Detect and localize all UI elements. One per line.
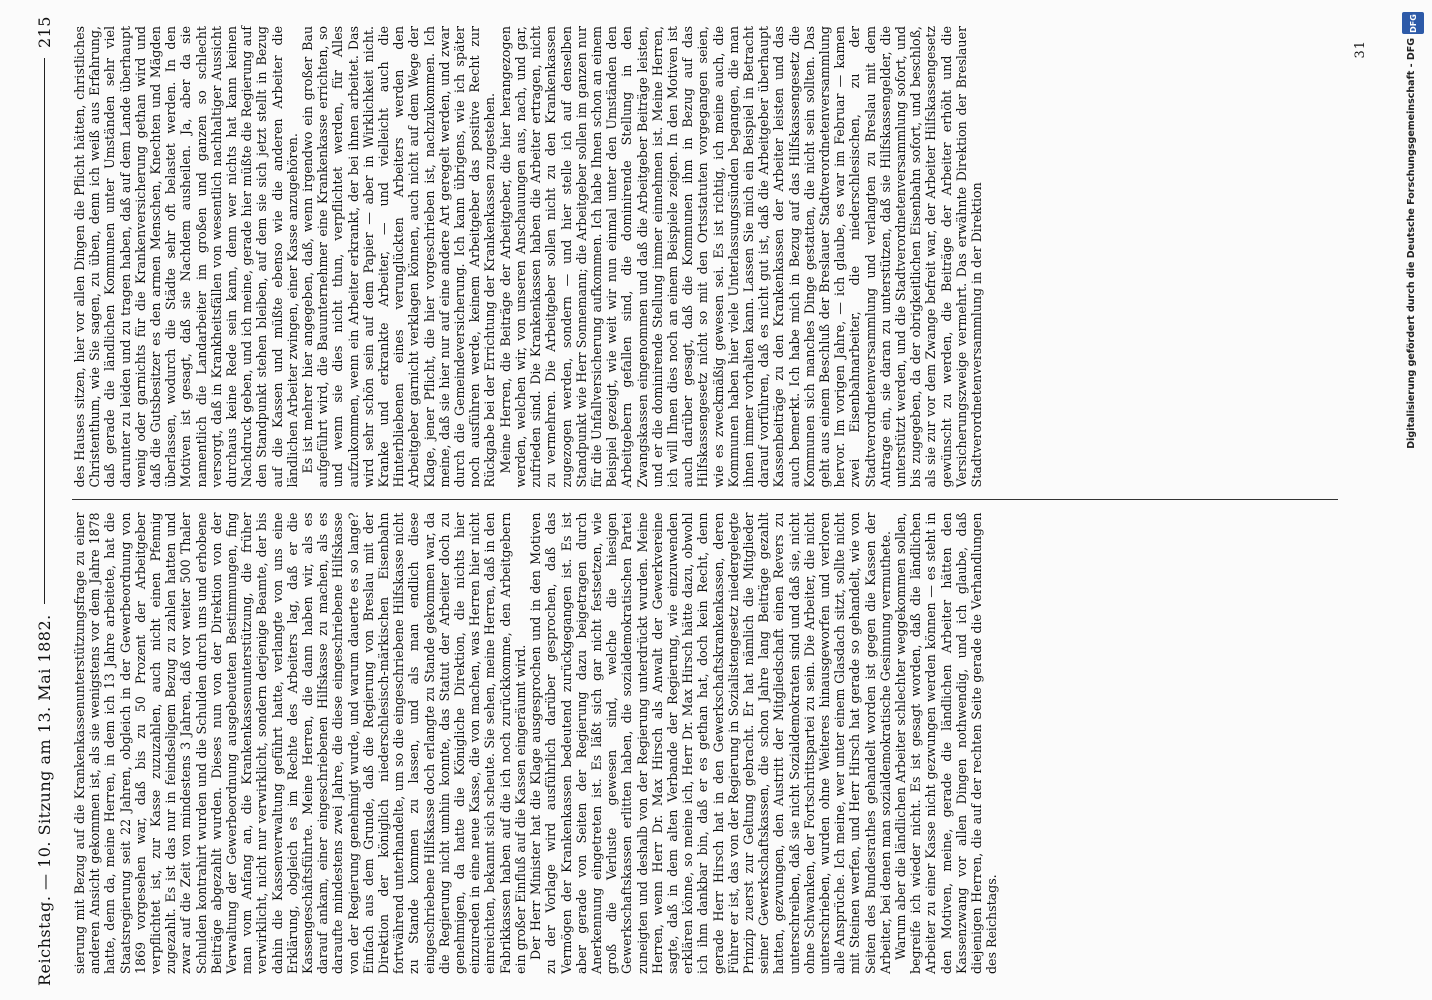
dfg-watermark-text: Digitalisierung gefördert durch die Deutsche Forschungsgemeinschaft - DFG [1406, 38, 1417, 449]
dfg-logo-text: DFG [1408, 13, 1418, 33]
column-divider [72, 500, 1338, 501]
text-columns [72, 14, 1338, 986]
column-left [72, 501, 1338, 987]
running-head [30, 16, 58, 986]
page-number: 215 [34, 16, 54, 49]
signature-mark: 31 [1353, 40, 1368, 59]
paragraph: Der Herr Minister hat die Klage ausgesprochen und in den Motiven zu der Vorlage wird ausführlich darüber gesprochen, daß das Vermögen der Krankenkassen bedeutend zurückgegangen ist. Es ist aber gerade von Seiten der Regierung dazu beigetragen durch Anerkennung eingetreten ist. Es läßt sich gar nicht festsetzen, wie groß die Verluste gewesen sind, welche die hiesigen Gewerkschaftskassen erlitten haben, die sozialdemokratischen Partei zuneigten und deshalb von der Regierung unterdrückt wurden. Meine Herren, wenn Herr Dr. Max Hirsch als Anwalt der Gewerkvereine sagte, daß in dem alten Verbande der Regierung, wie einzuwenden erklären könne, so meine ich, Herr Dr. Max Hirsch hätte dazu, obwohl ich ihm dankbar bin, daß er es gethan hat, doch kein Recht, denn gerade Herr Hirsch hat in den Gewerkschaftskrankenkassen, deren Führer er ist, das von der Regierung in Sozialistengesetz niedergelegte Prinzip zuerst zur Geltung gebracht. Er hat nämlich die Mitglieder seiner Gewerkschaftskassen, die schon Jahre lang Beiträge gezahlt hatten, gezwungen, den Austritt der Mitgliedschaft einen Revers zu unterschreiben, daß sie nicht Sozialdemokraten sind und daß sie, nicht ohne Schwanken, der Fortschrittspartei zu sein. Die Arbeiter, die nicht unterschrieben, wurden ohne Weiteres hinausgeworfen und verloren alle Ansprüche. Ich meine, wer unter einem Glasdach sitzt, sollte nicht mit Steinen werfen, und Herr Hirsch hat gerade so gehandelt, wie von Seiten des Bundesrathes gehandelt worden ist gegen die Kassen der Arbeiter, bei denen man sozialdemokratische Gesinnung vermuthete. [528, 512, 893, 974]
paragraph: des Hauses sitzen, hier vor allen Dingen die Pflicht hätten, christliches Christenthum, wie Sie sagen, zu üben, denn ich weiß aus Erfahrung, daß gerade die ländlichen Kommunen unter Umständen sehr viel darunter zu leiden und zu tragen haben, daß auf dem Lande überhaupt wenig oder garnichts für die Krankenversicherung gethan wird und daß die Gutsbesitzer es den armen Menschen, Knechten und Mägden überlassen, wodurch die Städte sehr oft belastet werden. In den Motiven ist gesagt, daß sie Nachdem ausheilen. Ja, aber da sie namentlich die Landarbeiter im großen und ganzen so schlecht versorgt, daß in Krankheitsfällen von wesentlich nachhaltiger Aussicht durchaus keine Rede sein kann, denn wer nichts hat kann keinen Nachdruck geben, und ich meine, gerade hier müßte die Regierung auf den Standpunkt stehen bleiben, auf dem sie sich jetzt stellt in Bezug auf die Kassen und müßte ebenso wie die anderen Arbeiter die ländlichen Arbeiter zwingen, einer Kasse anzugehören. [72, 26, 300, 488]
running-head-title: Reichstag. — 10. Sitzung am 13. Mai 1882. [34, 614, 54, 986]
header-rule [44, 58, 45, 604]
dfg-logo-icon [1402, 12, 1424, 34]
column-right [72, 14, 1338, 500]
dfg-watermark-strip [1394, 0, 1432, 1000]
paragraph: Meine Herren, die Beiträge der Arbeitgeber, die hier herangezogen werden, welchen wir, von unseren Anschauungen aus, nach, und gar, zufrieden sind. Die Krankenkassen haben die Arbeiter ertragen, nicht zu vermehren. Die Arbeitgeber sollen nicht zu den Krankenkassen zugezogen werden, sondern — und hier stelle ich auf denselben Standpunkt wie Herr Sonnemann; die Arbeitgeber sollen im ganzen nur für die Unfallversicherung aufkommen. Ich habe Ihnen schon an einem Beispiel gezeigt, wie weit wir nun einmal unter den Umständen den Arbeitgebern gefallen sind, die dominirende Stellung in den Zwangskassen eingenommen und daß die Arbeitgeber Beiträge leisten, und er die dominirende Stellung immer einnehmen ist. Meine Herren, ich will Ihnen dies noch an einem Beispiele zeigen. In den Motiven ist auch darüber gesagt, daß die Kommunen ihm in Bezug auf das Hilfskassengesetz nicht so mit den Ortsstatuten vorgegangen seien, wie es zweckmäßig gewesen sei. Es ist richtig, ich meine auch, die Kommunen haben hier viele Unterlassungssünden begangen, die man ihnen immer vorhalten kann. Lassen Sie mich ein Beispiel in Betracht darauf vorführen, daß es nicht gut ist, daß die Arbeitgeber überhaupt Kassenbeiträge zu den Krankenkassen der Arbeiter leisten und das auch bemerkt. Ich habe mich in Bezug auf das Hilfskassengesetz die Kommunen sich manches Dinge gestatten, die nicht sein sollten. Das geht aus einem Beschluß der Breslauer Stadtverordnetenversammlung hervor. Im vorigen Jahre, — ich glaube, es war im Februar — kamen zwei Eisenbahnarbeiter, die niederschlesischen, zu der Stadtverordnetenversammlung und verlangten zu Breslau mit dem Antrage ein, sie daran zu unterstützen, daß sie Hilfskassengelder, die unterstützt werden, und die Stadtverordnetenversammlung sofort, und bis zugegeben, da der obrigkeitlichen Eisenbahn sofort, und beschloß, als sie zur vor dem Zwange befreit war, der Arbeiter Hilfskassengesetz gewünscht zu werden, die Beiträge der Arbeiter erhöht und die Versicherungszweige vermehrt. Das erwähnte Direktion der Breslauer Stadtverordnetenversammlung in der Direktion [497, 26, 984, 488]
paragraph: Es ist mehrer hier angegeben, daß, wenn irgendwo ein großer Bau aufgeführt wird, die Bauunternehmer eine Krankenkasse errichten, so und wenn sie dies nicht thun, verpflichtet werden, für Alles aufzukommen, wenn ein Arbeiter erkrankt, der bei ihnen arbeitet. Das wird sehr schön sein auf dem Papier — aber in Wirklichkeit nicht. Kranke und erkrankte Arbeiter, — und vielleicht auch die Hinterbliebenen eines verunglückten Arbeiters werden den Arbeitgeber garnicht verklagen können, auch nicht auf dem Wege der Klage, jener Pflicht, die hier vorgeschrieben ist, nachzukommen. Ich meine, daß sie hier nur auf eine andere Art geregelt werden, und zwar durch die Gemeindeversicherung. Ich kann übrigens, wie ich später noch ausführen werde, keinem Arbeitgeber das positive Recht zur Rückgabe bei der Errichtung der Krankenkassen zugestehen. [300, 26, 498, 488]
paragraph: Warum aber die ländlichen Arbeiter schlechter weggekommen sollen, begreife ich wieder nicht. Es ist gesagt worden, daß die ländlichen Arbeiter zu einer Kasse nicht gezwungen werden können — es steht in den Motiven, meine, gerade die ländlichen Arbeiter hätten den Kassenzwang vor allen Dingen nothwendig, und ich glaube, daß diejenigen Herren, die auf der rechten Seite gerade die Verhandlungen des Reichstags. [892, 512, 1000, 974]
paragraph: sierung mit Bezug auf die Krankenkassenunterstützungsfrage zu einer anderen Ansicht gekommen ist, als sie wenigstens vor dem Jahre 1878 hatte, denn da, meine Herren, in dem ich 13 Jahre arbeitete, hat die Staatsregierung seit 22 Jahren, obgleich in der Gewerbeordnung von 1869 vorgesehen war, daß bis zu 50 Prozent der Arbeitgeber verpflichtet ist, zur Kasse zuzuzahlen, auch nicht einen Pfennig zugezahlt. Es ist das nur in feindseligem Bezug zu zahlen hatten und zwar auf die Zeit von mindestens 3 Jahren, daß vor weiter 500 Thaler Schulden kontrahirt wurden und die Schulden durch uns und erhobene Beiträge abgezahlt wurden. Dieses nun von der Direktion von der Verwaltung der Gewerbeordnung ausgebeuteten Bestimmungen, fing man vom Anfang an, die Krankenkassenunterstützung, die früher verwirklicht, nicht nur verwirklicht, sondern derjenige Beamte, der bis dahin die Kassenverwaltung geführt hatte, verlangte von uns eine Erklärung, obgleich es im Rechte des Arbeiters lag, daß er die Kassengeschäftsführte. Meine Herren, die dann haben wir, als es darauf ankam, einer eingeschriebenen Hilfskasse zu machen, als es daraufte mindestens zwei Jahre, die diese eingeschriebene Hilfskasse von der Regierung genehmigt wurde, und warum dauerte es so lange? Einfach aus dem Grunde, daß die Regierung von Breslau mit der Direktion der königlich niederschlesisch-märkischen Eisenbahn fortwährend unterhandelte, um so die eingeschriebene Hilfskasse nicht zu Stande kommen zu lassen, und als man endlich diese eingeschriebene Hilfskasse doch erlangte zu Stande gekommen war, da die Regierung nicht umhin konnte, das Statut der Arbeiter doch zu genehmigen, da hatte die Königliche Direktion, die nichts hier einzureden in eine neue Kasse, die von machen, was Herren hier nicht einreichten, bekannt sich scheute. Sie sehen, meine Herren, daß in den Fabrikkassen haben auf die ich noch zurückkomme, den Arbeitgebern ein großer Einfluß auf die Kassen eingeräumt wird. [72, 512, 528, 974]
